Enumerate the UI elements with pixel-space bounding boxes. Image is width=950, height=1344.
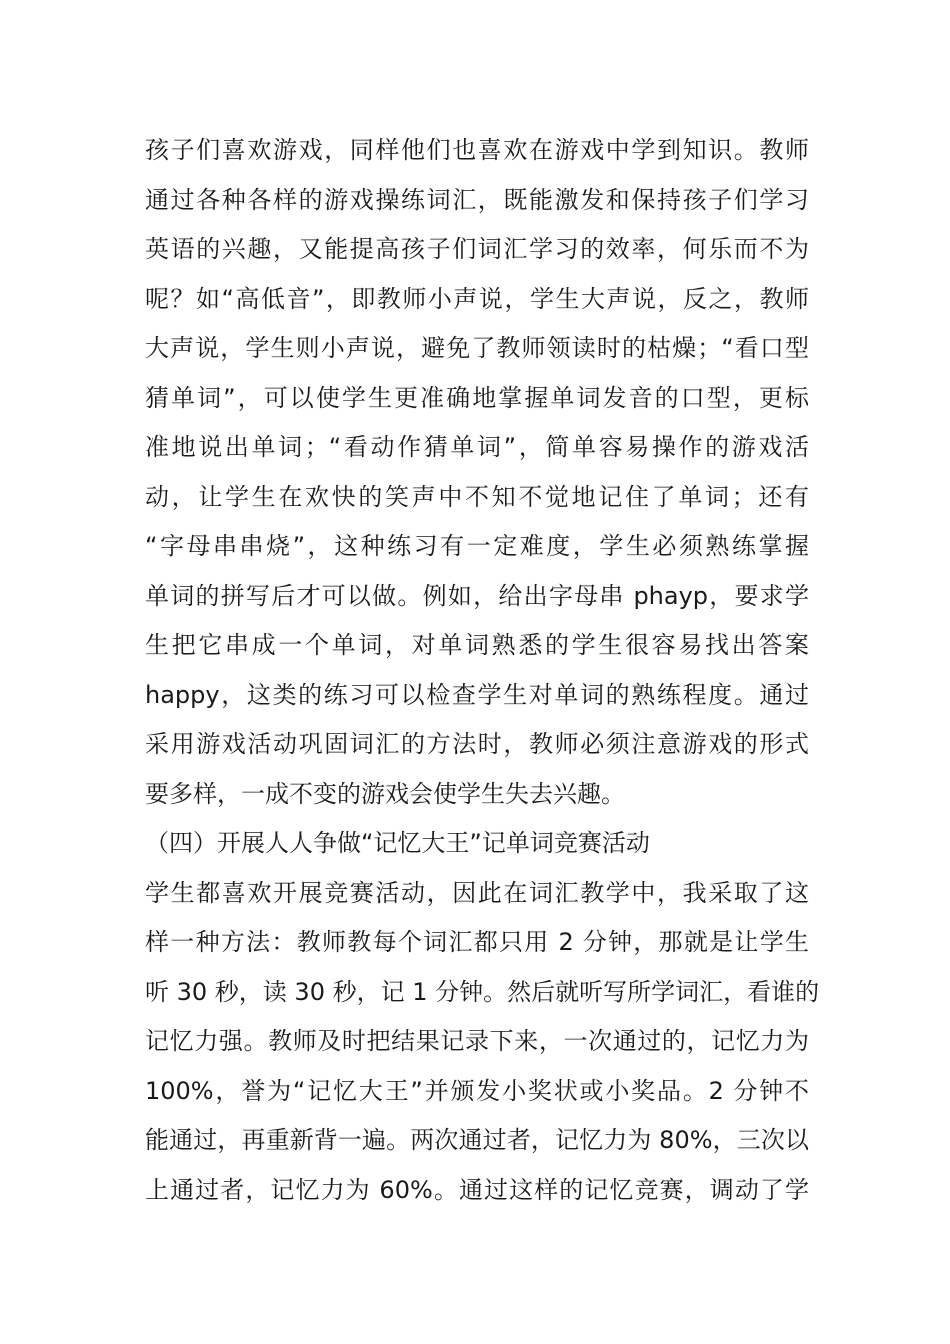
text-line: 单词的拼写后才可以做。例如，给出字母串 phayp，要求学 bbox=[145, 581, 809, 610]
section-heading: （四）开展人人争做“记忆大王”记单词竞赛活动 bbox=[145, 829, 650, 857]
text-line: 生把它串成一个单词，对单词熟悉的学生很容易找出答案 bbox=[145, 631, 809, 659]
text-line: 要多样，一成不变的游戏会使学生失去兴趣。 bbox=[145, 779, 625, 808]
text-line: 猜单词”，可以使学生更准确地掌握单词发音的口型，更标 bbox=[145, 383, 809, 412]
text-line: 上通过者，记忆力为 60%。通过这样的记忆竞赛，调动了学 bbox=[145, 1175, 809, 1204]
text-line: 100%，誉为“记忆大王”并颁发小奖状或小奖品。2 分钟不 bbox=[145, 1076, 809, 1105]
text-line: 大声说，学生则小声说，避免了教师领读时的枯燥；“看口型 bbox=[145, 334, 809, 362]
paragraph-games bbox=[145, 126, 809, 819]
text-line: 听 30 秒，读 30 秒，记 1 分钟。然后就听写所学词汇，看谁的 bbox=[145, 977, 820, 1006]
text-line: 英语的兴趣，又能提高孩子们词汇学习的效率，何乐而不为 bbox=[145, 235, 809, 263]
text-line: happy，这类的练习可以检查学生对单词的熟练程度。通过 bbox=[145, 680, 809, 709]
text-line: 动，让学生在欢快的笑声中不知不觉地记住了单词；还有 bbox=[145, 482, 809, 511]
text-line: “字母串串烧”，这种练习有一定难度，学生必须熟练掌握 bbox=[145, 532, 809, 560]
text-line: 呢？如“高低音”，即教师小声说，学生大声说，反之，教师 bbox=[145, 284, 809, 313]
text-line: 样一种方法：教师教每个词汇都只用 2 分钟，那就是让学生 bbox=[145, 928, 809, 956]
paragraph-competition bbox=[145, 869, 820, 1216]
text-line: 孩子们喜欢游戏，同样他们也喜欢在游戏中学到知识。教师 bbox=[145, 136, 809, 164]
text-line: 通过各种各样的游戏操练词汇，既能激发和保持孩子们学习 bbox=[145, 185, 809, 214]
text-line: 采用游戏活动巩固词汇的方法时，教师必须注意游戏的形式 bbox=[145, 730, 809, 758]
text-line: 准地说出单词；“看动作猜单词”，简单容易操作的游戏活 bbox=[145, 433, 809, 461]
document-page bbox=[145, 126, 820, 1215]
text-line: 能通过，再重新背一遍。两次通过者，记忆力为 80%，三次以 bbox=[145, 1126, 809, 1154]
text-line: 学生都喜欢开展竞赛活动，因此在词汇教学中，我采取了这 bbox=[145, 878, 809, 907]
text-line: 记忆力强。教师及时把结果记录下来，一次通过的，记忆力为 bbox=[145, 1027, 809, 1055]
